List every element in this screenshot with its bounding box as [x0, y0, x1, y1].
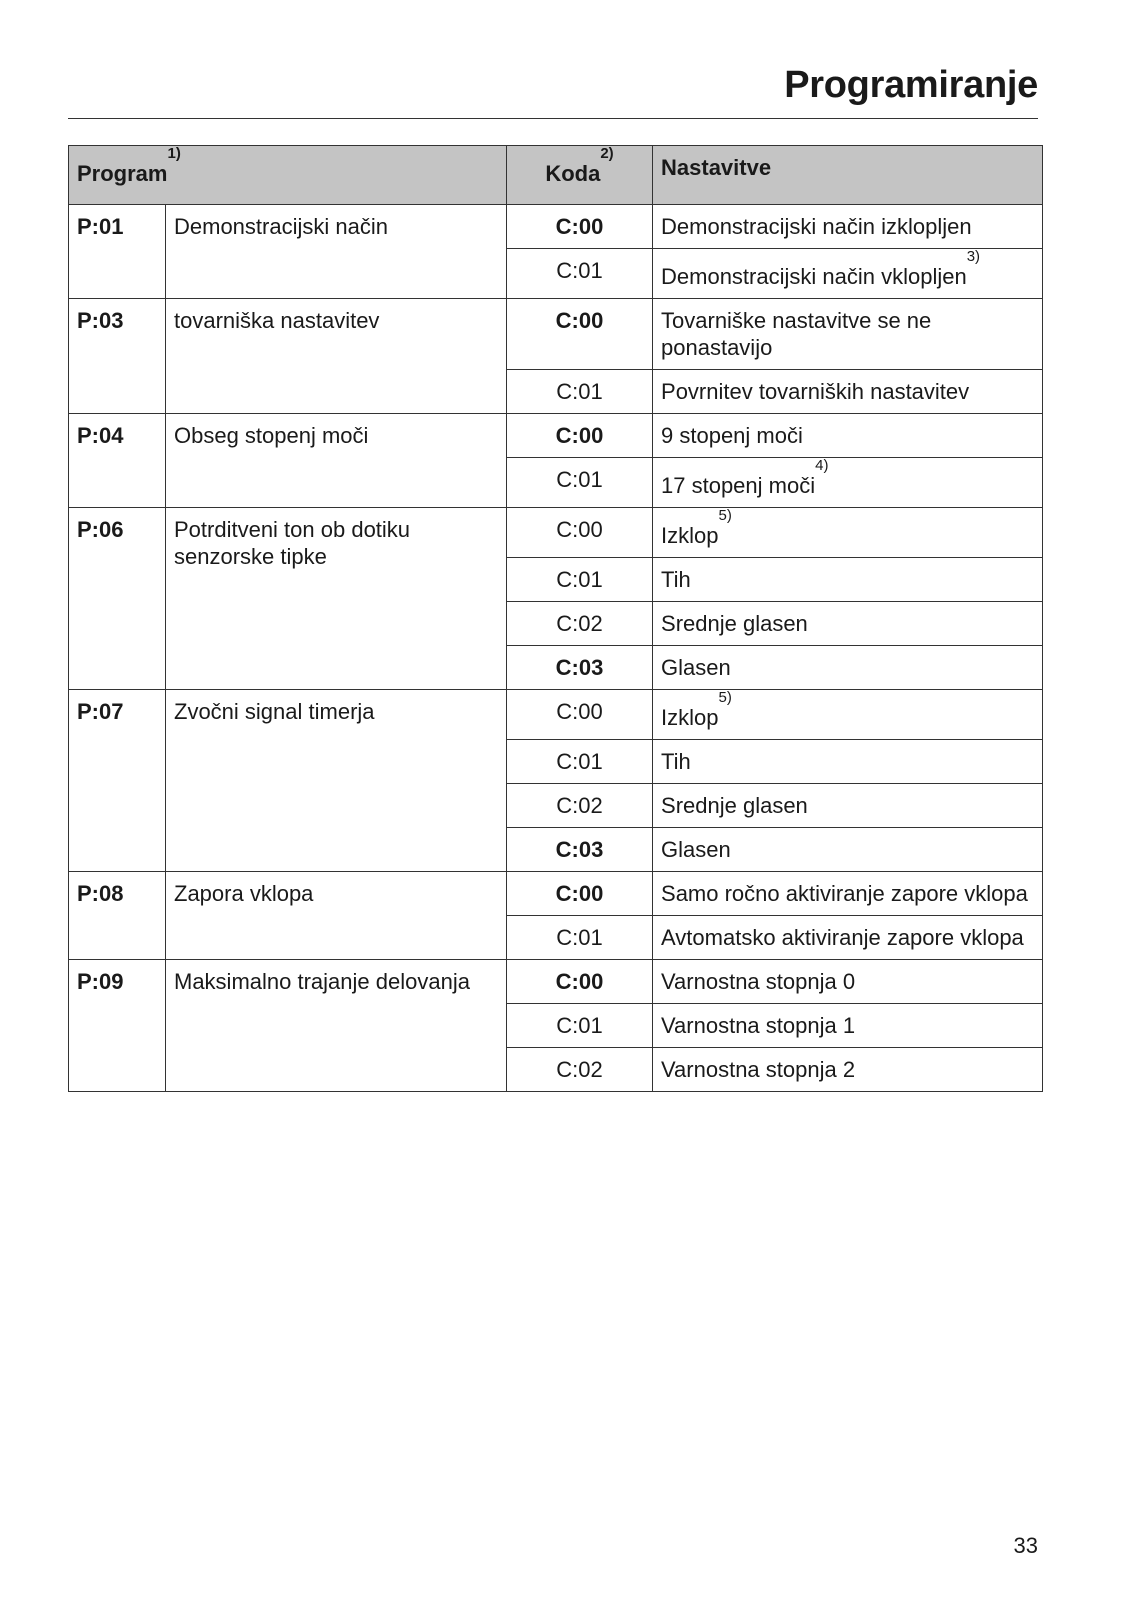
- setting-cell: [653, 558, 1043, 602]
- setting-footnote: 3): [966, 248, 981, 265]
- setting-text: Srednje glasen: [661, 611, 808, 636]
- page-number: 33: [1013, 1533, 1038, 1558]
- setting-cell: [653, 960, 1043, 1004]
- code-column-header: [507, 146, 653, 205]
- code-cell: C:02: [507, 602, 653, 646]
- code-cell: C:01: [507, 740, 653, 784]
- setting-cell: [653, 370, 1043, 414]
- setting-text: Izklop: [661, 705, 719, 730]
- program-id-cell: P:06: [69, 508, 166, 690]
- table-row: [69, 414, 1043, 458]
- setting-cell: [653, 205, 1043, 249]
- setting-text: Tovarniške nastavitve se ne ponastavijo: [661, 308, 932, 360]
- setting-cell: [653, 916, 1043, 960]
- program-id-cell: P:01: [69, 205, 166, 299]
- code-cell: C:01: [507, 370, 653, 414]
- program-id-cell: P:03: [69, 299, 166, 414]
- setting-text: Glasen: [661, 655, 731, 680]
- setting-text: Varnostna stopnja 2: [661, 1057, 856, 1082]
- setting-cell: [653, 299, 1043, 370]
- setting-text: Tih: [661, 749, 691, 774]
- settings-column-header: Nastavitve: [653, 146, 1043, 205]
- program-header-label: Program: [77, 161, 168, 186]
- code-cell: C:00: [507, 960, 653, 1004]
- code-cell: C:00: [507, 690, 653, 740]
- code-cell: C:00: [507, 508, 653, 558]
- setting-cell: [653, 646, 1043, 690]
- setting-text: 17 stopenj moči: [661, 473, 816, 498]
- table-row: [69, 299, 1043, 370]
- setting-footnote: 5): [718, 689, 732, 706]
- program-name-cell: Maksimalno trajanje delovanja: [166, 960, 507, 1092]
- setting-text: 9 stopenj moči: [661, 423, 803, 448]
- program-id-cell: P:04: [69, 414, 166, 508]
- program-name-cell: Obseg stopenj moči: [166, 414, 507, 508]
- table-row: [69, 872, 1043, 916]
- setting-cell: [653, 602, 1043, 646]
- setting-cell: [653, 872, 1043, 916]
- setting-cell: [653, 740, 1043, 784]
- code-cell: C:02: [507, 1048, 653, 1092]
- setting-text: Srednje glasen: [661, 793, 808, 818]
- table-body: [69, 205, 1043, 1092]
- program-column-header: [69, 146, 507, 205]
- page-title: Programiranje: [784, 64, 1038, 106]
- setting-text: Demonstracijski način izklopljen: [661, 214, 972, 239]
- code-cell: C:00: [507, 414, 653, 458]
- program-id-cell: P:09: [69, 960, 166, 1092]
- setting-text: Tih: [661, 567, 691, 592]
- code-cell: C:03: [507, 828, 653, 872]
- code-cell: C:01: [507, 458, 653, 508]
- program-name-cell: Demonstracijski način: [166, 205, 507, 299]
- setting-cell: [653, 784, 1043, 828]
- setting-cell: [653, 508, 1043, 558]
- program-name-cell: tovarniška nastavitev: [166, 299, 507, 414]
- program-id-cell: P:08: [69, 872, 166, 960]
- code-cell: C:00: [507, 299, 653, 370]
- programming-table: [68, 145, 1043, 1092]
- setting-text: Varnostna stopnja 1: [661, 1013, 856, 1038]
- code-cell: C:01: [507, 1004, 653, 1048]
- program-header-footnote: 1): [167, 145, 181, 162]
- setting-text: Avtomatsko aktiviranje zapore vklopa: [661, 925, 1024, 950]
- code-cell: C:00: [507, 872, 653, 916]
- code-header-label: Koda: [545, 161, 601, 186]
- setting-text: Glasen: [661, 837, 731, 862]
- setting-cell: [653, 1004, 1043, 1048]
- table-header-row: [69, 146, 1043, 205]
- program-name-cell: Potrditveni ton ob dotiku senzorske tipke: [166, 508, 507, 690]
- table-row: [69, 205, 1043, 249]
- setting-cell: [653, 414, 1043, 458]
- setting-text: Demonstracijski način vklopljen: [661, 264, 967, 289]
- code-cell: C:02: [507, 784, 653, 828]
- code-cell: C:03: [507, 646, 653, 690]
- code-cell: C:01: [507, 916, 653, 960]
- setting-text: Varnostna stopnja 0: [661, 969, 856, 994]
- setting-cell: [653, 458, 1043, 508]
- setting-text: Izklop: [661, 523, 719, 548]
- table-row: [69, 690, 1043, 740]
- setting-cell: [653, 828, 1043, 872]
- code-header-footnote: 2): [600, 145, 614, 162]
- title-divider: [68, 118, 1038, 119]
- setting-text: Povrnitev tovarniških nastavitev: [661, 379, 970, 404]
- setting-cell: [653, 249, 1043, 299]
- code-cell: C:00: [507, 205, 653, 249]
- setting-footnote: 5): [718, 507, 732, 524]
- code-cell: C:01: [507, 558, 653, 602]
- program-id-cell: P:07: [69, 690, 166, 872]
- table-row: [69, 960, 1043, 1004]
- setting-cell: [653, 1048, 1043, 1092]
- setting-footnote: 4): [815, 457, 829, 474]
- code-cell: C:01: [507, 249, 653, 299]
- program-name-cell: Zvočni signal timerja: [166, 690, 507, 872]
- setting-text: Samo ročno aktiviranje zapore vklopa: [661, 881, 1028, 906]
- table-row: [69, 508, 1043, 558]
- program-name-cell: Zapora vklopa: [166, 872, 507, 960]
- setting-cell: [653, 690, 1043, 740]
